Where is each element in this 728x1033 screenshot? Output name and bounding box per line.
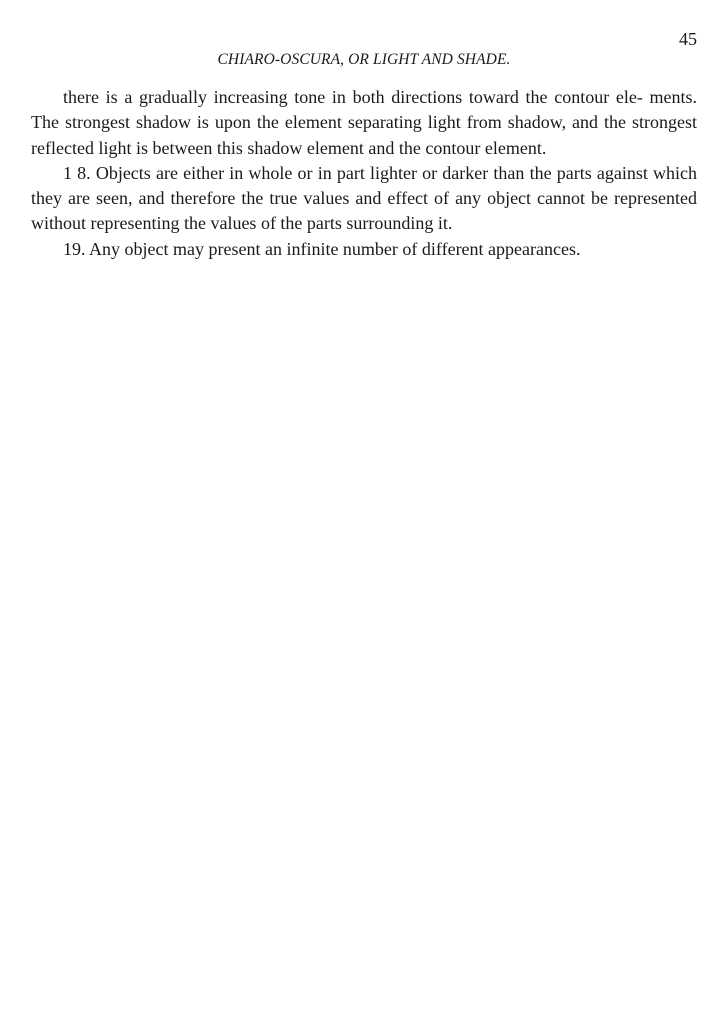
paragraph-18-objects-values: 1 8. Objects are either in whole or in part lighter or darker than the parts against which they are seen, and therefore the true values and effect of any object cannot be represented without representing the values of the parts surrounding it. [31, 162, 697, 234]
paragraph-19-appearances: 19. Any object may present an infinite number of different appearances. [63, 238, 581, 259]
body-text [31, 85, 697, 262]
paragraph-contour-elements: there is a gradually increasing tone in both directions toward the contour ele- ments. The strongest shadow is upon the element separating light from shadow, and the strongest reflected light is between this shadow element and the contour element. [31, 87, 697, 158]
running-head: CHIARO-OSCURA, OR LIGHT AND SHADE. [217, 51, 511, 68]
page-number: 45 [679, 29, 697, 49]
